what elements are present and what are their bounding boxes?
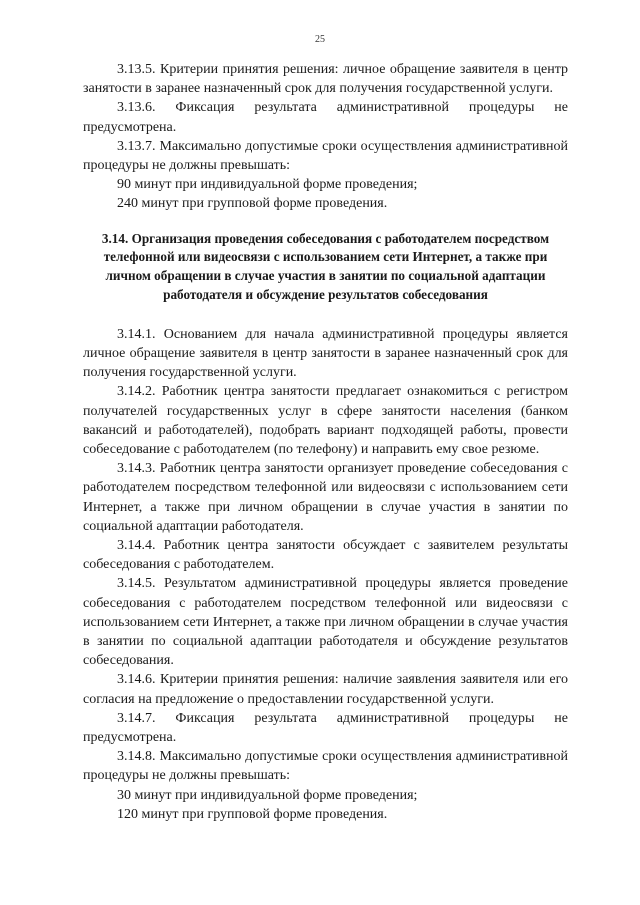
paragraph-3-13-6: 3.13.6. Фиксация результата административной процедуры не предусмотрена.	[83, 100, 568, 135]
paragraph-time-individual-2: 30 минут при индивидуальной форме проведения;	[117, 787, 418, 803]
document-body	[83, 60, 568, 824]
paragraph-3-14-6: 3.14.6. Критерии принятия решения: наличие заявления заявителя или его согласия на предложение о предоставлении государственной услуги.	[83, 672, 568, 707]
paragraph-3-14-2: 3.14.2. Работник центра занятости предлагает ознакомиться с регистром получателей государственных услуг в сфере занятости населения (банком вакансий и работодателей), подобрать вариант подходящей работы, провести собеседование с работодателем (по телефону) и направить ему свое резюме.	[83, 384, 568, 458]
paragraph-3-14-1: 3.14.1. Основанием для начала административной процедуры является личное обращение заявителя в центр занятости в заранее назначенный срок для получения государственной услуги.	[83, 326, 568, 381]
paragraph-3-14-8: 3.14.8. Максимально допустимые сроки осуществления административной процедуры не должны превышать:	[83, 749, 568, 784]
paragraph-time-individual: 90 минут при индивидуальной форме проведения;	[117, 177, 418, 193]
page-number: 25	[315, 34, 325, 45]
paragraph-3-14-4: 3.14.4. Работник центра занятости обсуждает с заявителем результаты собеседования с работодателем.	[83, 538, 568, 573]
paragraph-3-14-7: 3.14.7. Фиксация результата административной процедуры не предусмотрена.	[83, 710, 568, 746]
paragraph-3-13-7: 3.13.7. Максимально допустимые сроки осуществления административной процедуры не должны превышать:	[83, 138, 568, 174]
paragraph-time-group: 240 минут при групповой форме проведения.	[117, 196, 388, 212]
paragraph-time-group-2: 120 минут при групповой форме проведения.	[117, 806, 388, 822]
paragraph-3-14-5: 3.14.5. Результатом административной процедуры является проведение собеседования с работодателем посредством телефонной или видеосвязи с использованием сети Интернет, а также при личном обращении в случае участия в занятии по социальной адаптации работодателя и обсуждение результатов собеседования.	[83, 576, 568, 669]
section-heading-3-14: 3.14. Организация проведения собеседования с работодателем посредством телефонной или видеосвязи с использованием сети Интернет, а также при личном обращении в случае участия в занятии по социальной адаптации работодателя и обсуждение результатов собеседования	[101, 230, 550, 303]
paragraph-3-14-3: 3.14.3. Работник центра занятости организует проведение собеседования с работодателем посредством телефонной или видеосвязи с использованием сети Интернет, а также при личном обращении в случае участия в занятии по социальной адаптации работодателя.	[83, 461, 568, 534]
paragraph-3-13-5: 3.13.5. Критерии принятия решения: личное обращение заявителя в центр занятости в заранее назначенный срок для получения государственной услуги.	[83, 62, 568, 97]
